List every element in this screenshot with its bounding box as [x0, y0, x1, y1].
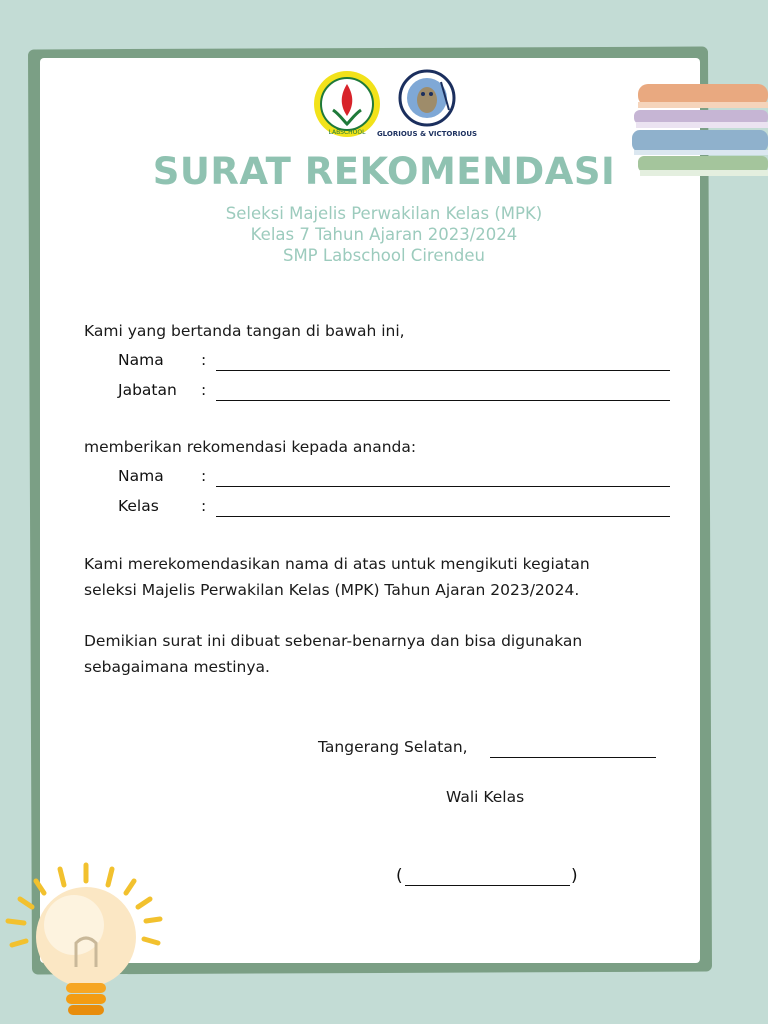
letter-title: SURAT REKOMENDASI: [152, 150, 616, 193]
fill-in-line[interactable]: [216, 370, 670, 371]
labschool-emblem-text: LABSCHOOL: [328, 129, 366, 136]
field-colon: :: [201, 381, 207, 399]
field-colon: :: [201, 351, 207, 369]
signer-position-field[interactable]: [118, 381, 670, 403]
fill-in-line[interactable]: [216, 400, 670, 401]
glorious-victorious-emblem-icon: [377, 71, 477, 138]
signature-fill-line[interactable]: [405, 885, 570, 886]
paragraph-line: Kami merekomendasikan nama di atas untuk mengikuti kegiatan: [84, 555, 590, 573]
school-logos: [313, 70, 478, 142]
field-label: Nama: [118, 467, 164, 485]
fill-in-line[interactable]: [216, 486, 670, 487]
intro-text: Kami yang bertanda tangan di bawah ini,: [84, 322, 405, 340]
paragraph-line: seleksi Majelis Perwakilan Kelas (MPK) Tahun Ajaran 2023/2024.: [84, 581, 580, 599]
signer-role: Wali Kelas: [446, 788, 525, 806]
closing-paragraph: [84, 628, 582, 680]
recommend-intro-text: memberikan rekomendasi kepada ananda:: [84, 438, 417, 456]
fill-in-line[interactable]: [216, 516, 670, 517]
date-fill-line[interactable]: [490, 757, 656, 758]
field-label: Nama: [118, 351, 164, 369]
glorious-victorious-text: GLORIOUS & VICTORIOUS: [376, 130, 478, 138]
student-name-field[interactable]: [118, 467, 670, 489]
field-label: Kelas: [118, 497, 159, 515]
place-label: Tangerang Selatan,: [318, 738, 468, 756]
field-label: Jabatan: [118, 381, 177, 399]
letter-subtitle: [0, 203, 768, 266]
paragraph-line: sebagaimana mestinya.: [84, 658, 270, 676]
signer-name-field[interactable]: [118, 351, 670, 373]
signature-close-paren: ): [571, 866, 578, 886]
light-bulb-icon: [0, 855, 170, 1024]
field-colon: :: [201, 467, 207, 485]
subtitle-line: Kelas 7 Tahun Ajaran 2023/2024: [250, 225, 518, 244]
subtitle-line: SMP Labschool Cirendeu: [282, 246, 486, 265]
paragraph-line: Demikian surat ini dibuat sebenar-benarnya dan bisa digunakan: [84, 632, 583, 650]
subtitle-line: Seleksi Majelis Perwakilan Kelas (MPK): [225, 204, 543, 223]
student-class-field[interactable]: [118, 497, 670, 519]
field-colon: :: [201, 497, 207, 515]
labschool-emblem-icon: [314, 71, 380, 137]
signature-open-paren: (: [396, 866, 403, 886]
recommendation-paragraph: [84, 551, 590, 603]
